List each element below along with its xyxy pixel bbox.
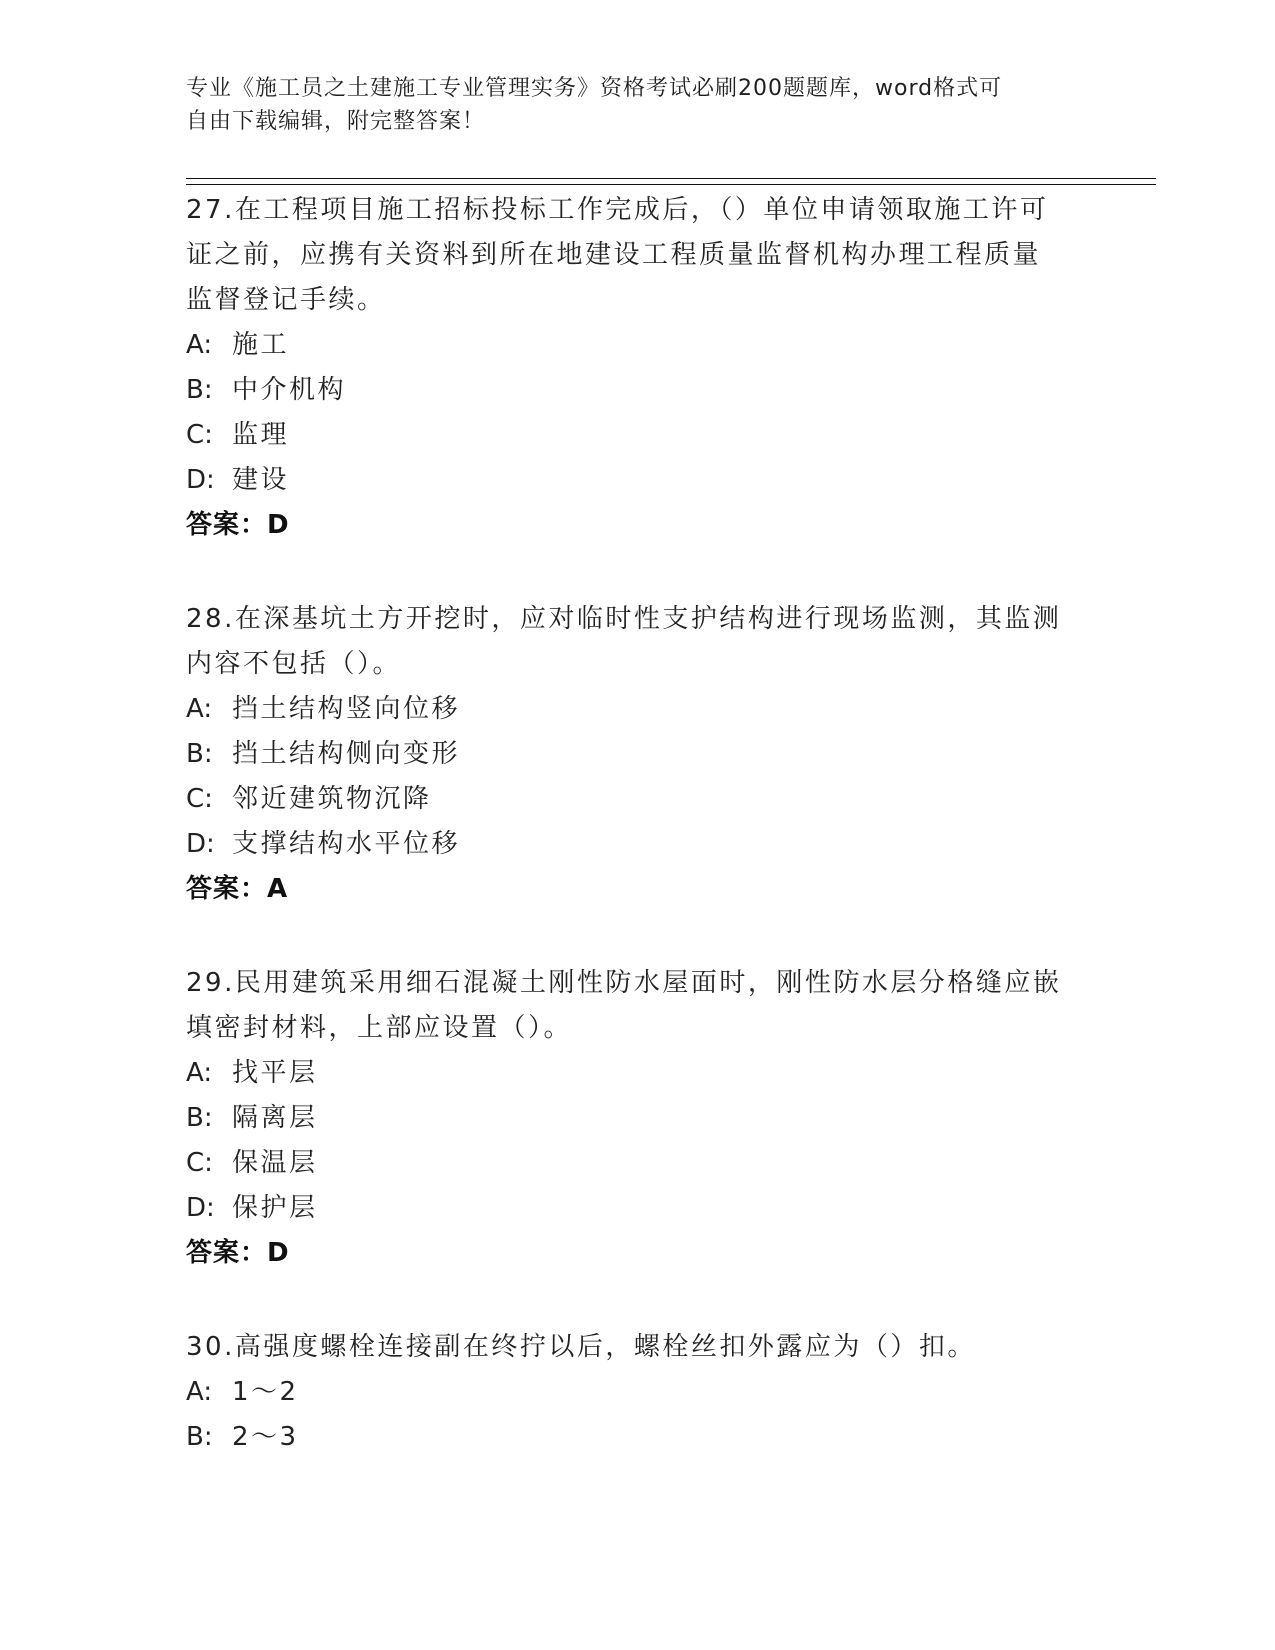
answer-value: A (267, 874, 288, 904)
answer-label: 答案： (186, 874, 268, 904)
header-divider-bottom (186, 184, 1156, 185)
document-header (186, 72, 1066, 138)
answer (186, 1231, 1086, 1276)
option-text: 保温层 (232, 1148, 318, 1178)
question-number: 27. (186, 195, 235, 225)
option-text: 监理 (232, 420, 290, 450)
question-number: 29. (186, 968, 235, 998)
option-b (186, 1415, 1086, 1460)
option-a (186, 1051, 1086, 1096)
answer-value: D (267, 510, 289, 540)
option-text: 建设 (232, 465, 290, 495)
question-line: 在工程项目施工招标投标工作完成后，（）单位申请领取施工许可 (234, 195, 1049, 225)
question-line: 内容不包括（）。 (186, 649, 402, 679)
option-b (186, 368, 1086, 413)
option-d (186, 822, 1086, 867)
option-c (186, 1141, 1086, 1186)
option-text: 保护层 (232, 1193, 318, 1223)
option-key: D: (186, 1193, 215, 1223)
option-key: B: (186, 1103, 213, 1133)
option-text: 支撑结构水平位移 (232, 829, 461, 859)
question-stem (186, 961, 1086, 1006)
option-key: C: (186, 420, 213, 450)
option-text: 1～2 (232, 1377, 299, 1407)
question-29 (186, 961, 1086, 1276)
option-c (186, 777, 1086, 822)
option-text: 挡土结构侧向变形 (232, 739, 461, 769)
option-key: A: (186, 330, 213, 360)
option-key: A: (186, 694, 213, 724)
question-28 (186, 597, 1086, 912)
option-key: C: (186, 1148, 213, 1178)
option-key: B: (186, 1422, 213, 1452)
answer (186, 867, 1086, 912)
option-key: B: (186, 375, 213, 405)
question-30 (186, 1325, 1086, 1460)
option-a (186, 687, 1086, 732)
question-number: 28. (186, 604, 235, 634)
answer-value: D (267, 1238, 289, 1268)
question-stem (186, 1325, 1086, 1370)
option-key: C: (186, 784, 213, 814)
option-text: 找平层 (232, 1058, 318, 1088)
option-b (186, 1096, 1086, 1141)
option-a (186, 1370, 1086, 1415)
option-text: 隔离层 (232, 1103, 318, 1133)
option-d (186, 458, 1086, 503)
question-27 (186, 188, 1086, 548)
option-key: D: (186, 829, 215, 859)
option-text: 2～3 (232, 1422, 299, 1452)
header-line-1: 专业《施工员之土建施工专业管理实务》资格考试必刷200题题库，word格式可 (186, 76, 1003, 101)
question-line: 证之前，应携有关资料到所在地建设工程质量监督机构办理工程质量 (186, 240, 1042, 270)
answer-label: 答案： (186, 510, 268, 540)
question-line: 高强度螺栓连接副在终拧以后，螺栓丝扣外露应为（）扣。 (234, 1332, 976, 1362)
header-divider-top (186, 178, 1156, 179)
option-text: 中介机构 (232, 375, 347, 405)
question-number: 30. (186, 1332, 235, 1362)
option-text: 挡土结构竖向位移 (232, 694, 461, 724)
answer (186, 503, 1086, 548)
option-key: B: (186, 739, 213, 769)
answer-label: 答案： (186, 1238, 268, 1268)
option-key: A: (186, 1377, 213, 1407)
option-b (186, 732, 1086, 777)
option-c (186, 413, 1086, 458)
option-text: 施工 (232, 330, 290, 360)
question-line: 监督登记手续。 (186, 285, 386, 315)
header-line-2: 自由下载编辑，附完整答案！ (186, 109, 486, 134)
question-stem (186, 597, 1086, 642)
option-key: D: (186, 465, 215, 495)
question-stem (186, 188, 1086, 233)
option-text: 邻近建筑物沉降 (232, 784, 432, 814)
question-line: 民用建筑采用细石混凝土刚性防水屋面时，刚性防水层分格缝应嵌 (234, 968, 1062, 998)
option-a (186, 323, 1086, 368)
option-d (186, 1186, 1086, 1231)
question-line: 在深基坑土方开挖时，应对临时性支护结构进行现场监测，其监测 (234, 604, 1062, 634)
question-line: 填密封材料，上部应设置（）。 (186, 1013, 573, 1043)
option-key: A: (186, 1058, 213, 1088)
